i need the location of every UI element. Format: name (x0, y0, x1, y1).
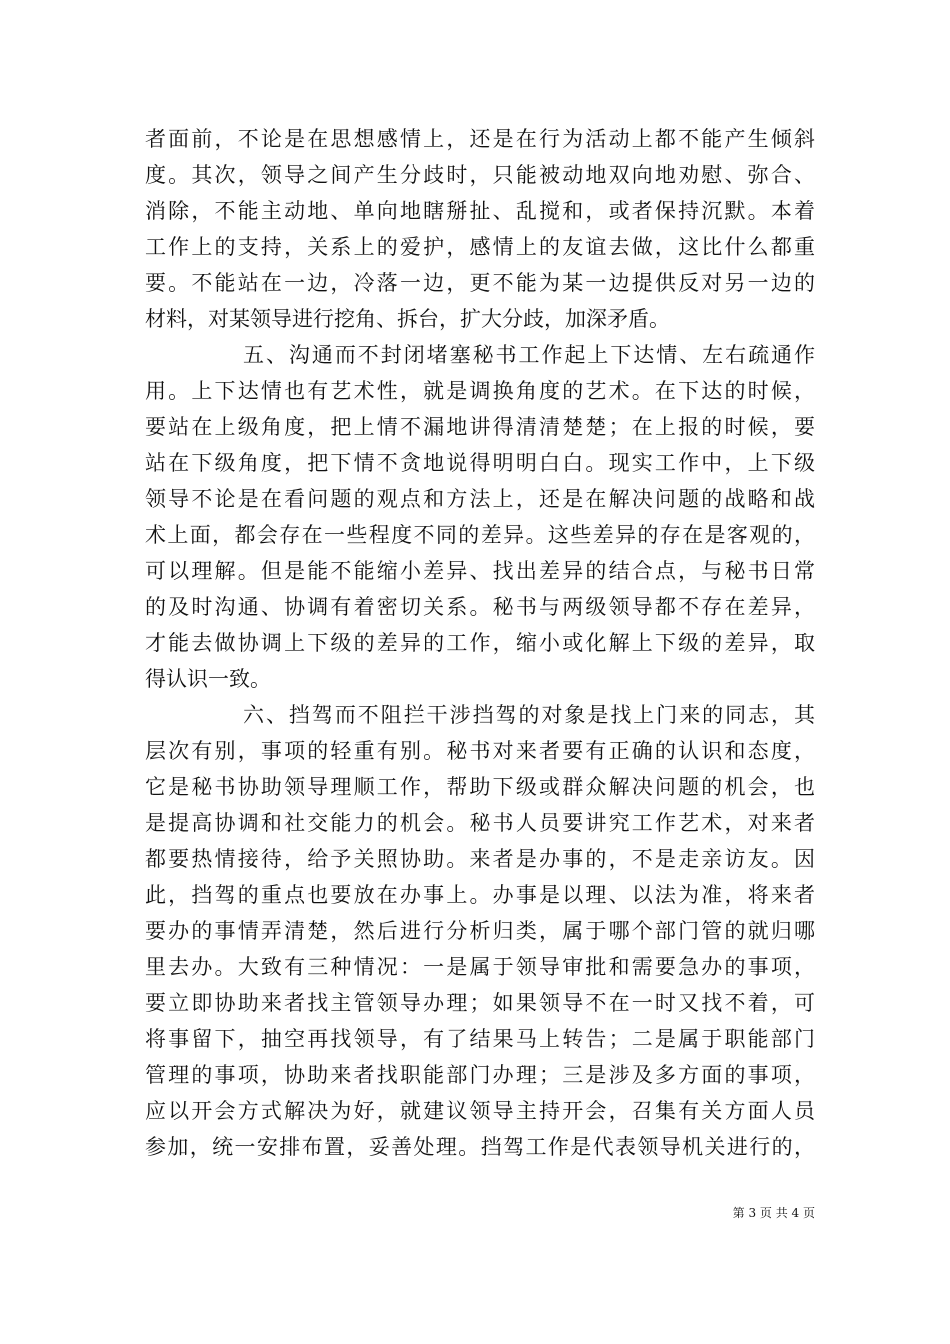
text-line: 得认识一致。 (145, 667, 271, 691)
text-line: 是提高协调和社交能力的机会。秘书人员要讲究工作艺术，对来者 (145, 811, 815, 835)
section-five-heading-line: 五、沟通而不封闭堵塞秘书工作起上下达情、左右疏通作 (243, 343, 815, 367)
text-line: 度。其次，领导之间产生分歧时，只能被动地双向地劝慰、弥合、 (145, 163, 815, 187)
text-line: 消除，不能主动地、单向地瞎掰扯、乱搅和，或者保持沉默。本着 (145, 199, 815, 223)
text-line: 站在下级角度，把下情不贪地说得明明白白。现实工作中，上下级 (145, 451, 815, 475)
text-line: 要办的事情弄清楚，然后进行分析归类，属于哪个部门管的就归哪 (145, 919, 815, 943)
text-line: 应以开会方式解决为好，就建议领导主持开会，召集有关方面人员 (145, 1099, 815, 1123)
section-six-heading-line: 六、挡驾而不阻拦干涉挡驾的对象是找上门来的同志，其 (243, 703, 815, 727)
text-line: 可以理解。但是能不能缩小差异、找出差异的结合点，与秘书日常 (145, 559, 815, 583)
text-line: 管理的事项，协助来者找职能部门办理；三是涉及多方面的事项， (145, 1063, 815, 1087)
text-line: 里去办。大致有三种情况：一是属于领导审批和需要急办的事项， (145, 955, 815, 979)
text-line: 材料，对某领导进行挖角、拆台，扩大分歧，加深矛盾。 (145, 307, 670, 331)
text-line: 将事留下，抽空再找领导，有了结果马上转告；二是属于职能部门 (145, 1027, 815, 1051)
text-line: 术上面，都会存在一些程度不同的差异。这些差异的存在是客观的， (145, 523, 815, 547)
text-line: 此，挡驾的重点也要放在办事上。办事是以理、以法为准，将来者 (145, 883, 815, 907)
text-line: 工作上的支持，关系上的爱护，感情上的友谊去做，这比什么都重 (145, 235, 815, 259)
text-line: 它是秘书协助领导理顺工作，帮助下级或群众解决问题的机会，也 (145, 775, 815, 799)
text-line: 领导不论是在看问题的观点和方法上，还是在解决问题的战略和战 (145, 487, 815, 511)
text-line: 要立即协助来者找主管领导办理；如果领导不在一时又找不着，可 (145, 991, 815, 1015)
text-line: 要站在上级角度，把上情不漏地讲得清清楚楚；在上报的时候，要 (145, 415, 815, 439)
text-line: 都要热情接待，给予关照协助。来者是办事的，不是走亲访友。因 (145, 847, 815, 871)
page-number-footer: 第 3 页 共 4 页 (732, 1206, 815, 1220)
text-line: 参加，统一安排布置，妥善处理。挡驾工作是代表领导机关进行的， (145, 1135, 815, 1159)
text-line: 的及时沟通、协调有着密切关系。秘书与两级领导都不存在差异， (145, 595, 815, 619)
text-line: 才能去做协调上下级的差异的工作，缩小或化解上下级的差异，取 (145, 631, 815, 655)
text-line: 用。上下达情也有艺术性，就是调换角度的艺术。在下达的时候， (145, 379, 815, 403)
text-line: 要。不能站在一边，冷落一边，更不能为某一边提供反对另一边的 (145, 271, 815, 295)
text-line: 者面前，不论是在思想感情上，还是在行为活动上都不能产生倾斜 (145, 127, 815, 151)
text-line: 层次有别，事项的轻重有别。秘书对来者要有正确的认识和态度， (145, 739, 815, 763)
